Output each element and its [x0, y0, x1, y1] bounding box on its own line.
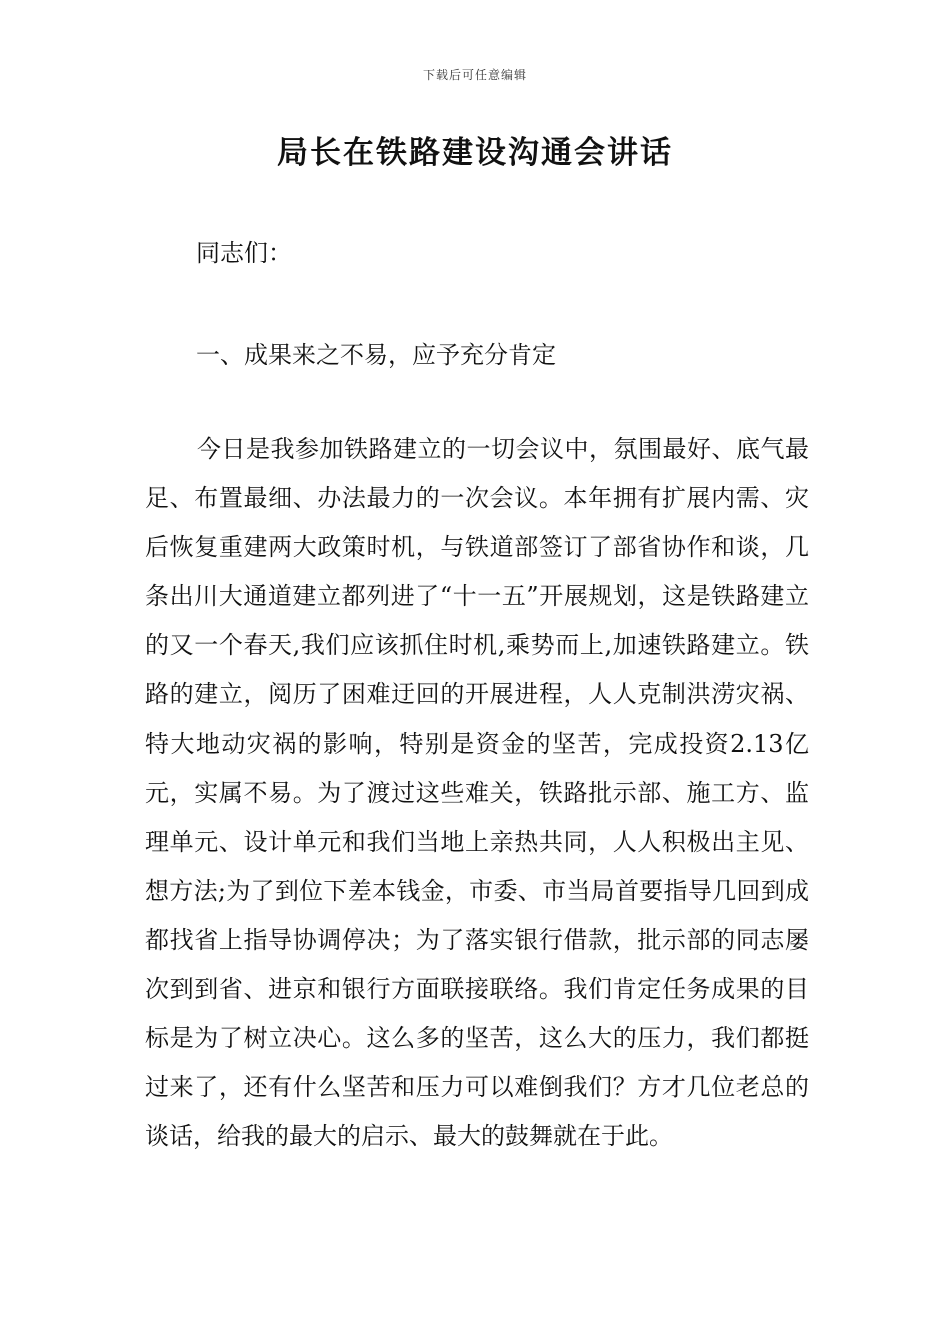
section-heading: 一、成果来之不易，应予充分肯定: [196, 341, 556, 369]
document-title: 局长在铁路建设沟通会讲话: [277, 135, 673, 171]
header-note: 下载后可任意编辑: [422, 68, 527, 82]
body-paragraph: 今日是我参加铁路建立的一切会议中，氛围最好、底气最足、布置最细、办法最力的一次会议。本年拥有扩展内需、灾后恢复重建两大政策时机，与铁道部签订了部省协作和谈，几条出川大通道建立都列进了“十一五”开展规划，这是铁路建立的又一个春天,我们应该抓住时机,乘势而上,加速铁路建立。铁路的建立，阅历了困难迂回的开展进程，人人克制洪涝灾祸、特大地动灾祸的影响，特别是资金的坚苦，完成投资2.13亿元，实属不易。为了渡过这些难关，铁路批示部、施工方、监理单元、设计单元和我们当地上亲热共同，人人积极出主见、想方法;为了到位下差本钱金，市委、市当局首要指导几回到成都找省上指导协调停决；为了落实银行借款，批示部的同志屡次到到省、进京和银行方面联接联络。我们肯定任务成果的目标是为了树立决心。这么多的坚苦，这么大的压力，我们都挺过来了，还有什么坚苦和压力可以难倒我们？方才几位老总的谈话，给我的最大的启示、最大的鼓舞就在于此。: [145, 435, 809, 1151]
salutation: 同志们：: [196, 239, 292, 267]
